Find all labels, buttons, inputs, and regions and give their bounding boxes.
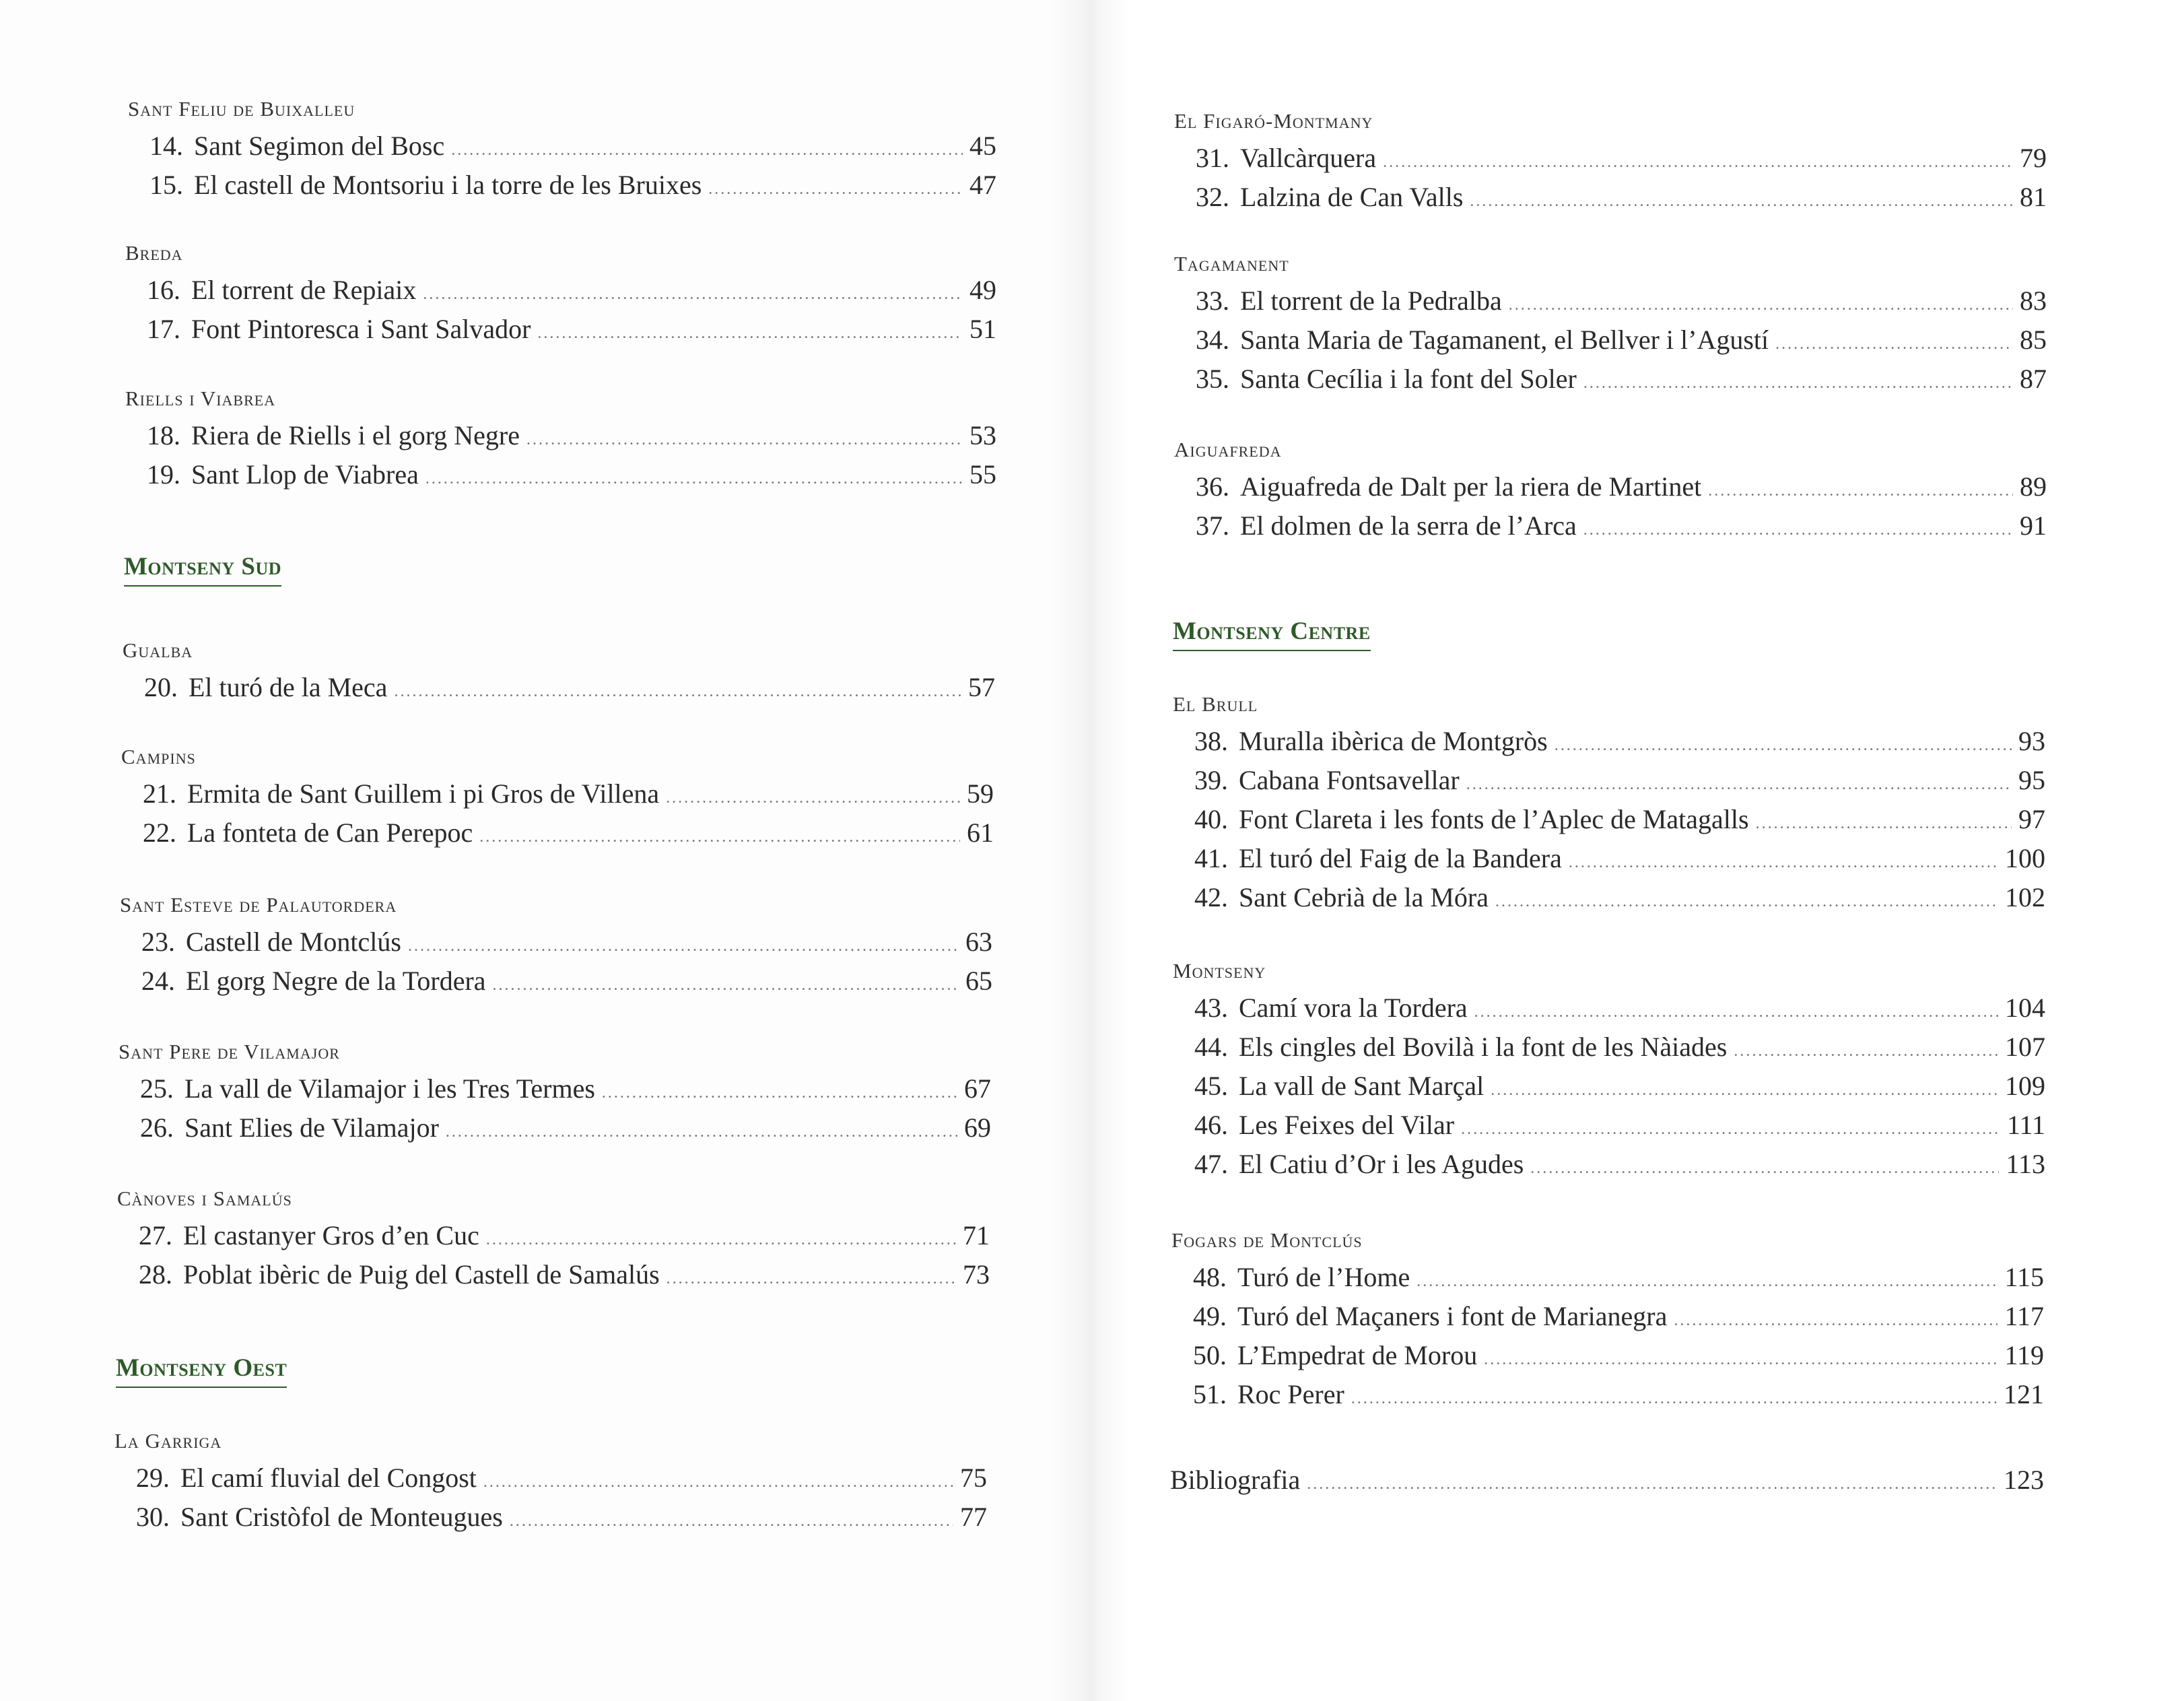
toc-entry[interactable] <box>1173 1067 2045 1106</box>
entry-title: Camí vora la Tordera <box>1239 993 1468 1023</box>
municipality-heading: Sant Esteve de Palautordera <box>120 893 397 916</box>
toc-entry[interactable] <box>120 923 992 962</box>
dot-leader <box>1491 1071 1998 1110</box>
entry-number: 36. <box>1196 471 1229 502</box>
entry-title: Turó del Maçaners i font de Marianegra <box>1237 1301 1668 1331</box>
dot-leader <box>1461 1110 2000 1149</box>
entry-number: 30. <box>136 1502 170 1532</box>
toc-entry[interactable] <box>114 1498 987 1537</box>
section-el-brull <box>1173 687 2045 917</box>
toc-entry[interactable] <box>1171 1297 2044 1336</box>
entry-number: 45. <box>1194 1071 1228 1101</box>
entry-title: El camí fluvial del Congost <box>180 1463 477 1493</box>
region-heading: Montseny Oest <box>116 1354 287 1388</box>
dot-leader <box>1307 1464 1997 1504</box>
entry-number: 28. <box>139 1259 172 1290</box>
entry-title: La vall de Vilamajor i les Tres Termes <box>184 1073 595 1104</box>
entry-page: 47 <box>969 170 996 200</box>
bibliography-page: 123 <box>2004 1465 2044 1495</box>
dot-leader <box>1484 1340 1998 1379</box>
toc-entry[interactable] <box>1173 722 2045 761</box>
entry-title: Muralla ibèrica de Montgròs <box>1239 726 1548 756</box>
entry-title: El gorg Negre de la Tordera <box>186 966 486 996</box>
entry-page: 95 <box>2018 765 2045 795</box>
dot-leader <box>493 966 959 1005</box>
toc-entry[interactable] <box>118 1069 991 1108</box>
municipality-heading: El Brull <box>1173 692 1258 716</box>
entry-page: 93 <box>2018 726 2045 756</box>
entry-number: 33. <box>1196 286 1229 316</box>
entry-page: 91 <box>2020 510 2047 541</box>
dot-leader <box>1509 286 2013 325</box>
entry-title: Ermita de Sant Guillem i pi Gros de Villena <box>187 778 660 809</box>
entry-number: 15. <box>149 170 183 200</box>
entry-number: 27. <box>139 1220 172 1250</box>
toc-entry[interactable] <box>1174 321 2047 360</box>
entry-number: 48. <box>1193 1262 1227 1292</box>
toc-entry[interactable] <box>1174 139 2047 178</box>
entry-page: 71 <box>963 1220 990 1250</box>
entry-title: El torrent de Repiaix <box>191 275 417 305</box>
municipality-heading: Fogars de Montclús <box>1171 1228 1363 1252</box>
entry-title: Sant Llop de Viabrea <box>191 459 419 490</box>
entry-number: 34. <box>1196 325 1229 355</box>
dot-leader <box>394 672 961 711</box>
bibliography-label: Bibliografia <box>1170 1465 1301 1495</box>
entry-number: 31. <box>1196 143 1229 173</box>
toc-entry[interactable] <box>1173 761 2045 800</box>
dot-leader <box>1674 1301 1998 1340</box>
entry-number: 26. <box>140 1112 174 1143</box>
entry-title: El dolmen de la serra de l’Arca <box>1240 510 1577 541</box>
entry-page: 121 <box>2004 1379 2044 1409</box>
entry-title: Lalzina de Can Valls <box>1240 182 1464 212</box>
entry-title: Aiguafreda de Dalt per la riera de Martinet <box>1240 471 1702 502</box>
toc-entry[interactable] <box>1174 467 2047 506</box>
municipality-heading: Campins <box>121 745 196 768</box>
entry-page: 111 <box>2006 1110 2045 1140</box>
entry-page: 45 <box>969 131 996 161</box>
entry-title: El Catiu d’Or i les Agudes <box>1239 1149 1524 1179</box>
entry-title: Les Feixes del Vilar <box>1239 1110 1455 1140</box>
entry-title: El turó del Faig de la Bandera <box>1239 843 1562 873</box>
toc-entry[interactable] <box>117 1255 990 1294</box>
entry-title: Turó de l’Home <box>1237 1262 1410 1292</box>
toc-entry[interactable] <box>117 1216 990 1255</box>
section-gualba <box>123 633 995 707</box>
entry-number: 44. <box>1194 1032 1228 1062</box>
toc-entry[interactable] <box>1173 1028 2045 1067</box>
entry-title: L’Empedrat de Morou <box>1237 1340 1478 1370</box>
dot-leader <box>1383 143 2013 182</box>
toc-entry[interactable] <box>1174 506 2047 545</box>
dot-leader <box>526 420 963 459</box>
entry-page: 73 <box>963 1259 990 1290</box>
entry-title: Roc Perer <box>1237 1379 1344 1409</box>
dot-leader <box>537 314 963 353</box>
region-heading: Montseny Sud <box>124 552 281 587</box>
dot-leader <box>667 1259 956 1298</box>
toc-entry[interactable] <box>114 1459 987 1498</box>
entry-title: Santa Cecília i la font del Soler <box>1240 364 1577 394</box>
section-el-figaro-montmany <box>1174 104 2047 217</box>
entry-title: Vallcàrquera <box>1240 143 1377 173</box>
toc-entry[interactable] <box>125 271 996 310</box>
section-tagamanent <box>1174 246 2047 399</box>
municipality-heading: Riells i Viabrea <box>125 387 276 410</box>
municipality-heading: El Figaró-Montmany <box>1174 109 1373 133</box>
dot-leader <box>408 927 959 966</box>
entry-number: 42. <box>1194 882 1228 912</box>
dot-leader <box>446 1112 957 1152</box>
toc-entry[interactable] <box>128 127 996 166</box>
toc-entry[interactable] <box>128 166 996 205</box>
toc-entry[interactable] <box>1171 1258 2044 1297</box>
entry-page: 53 <box>969 420 996 451</box>
section-sant-pere-de-vilamajor <box>118 1034 991 1147</box>
section-aiguafreda <box>1174 432 2047 545</box>
entry-page: 113 <box>2006 1149 2045 1179</box>
entry-title: Font Pintoresca i Sant Salvador <box>191 314 531 344</box>
dot-leader <box>1583 510 2013 549</box>
entry-page: 49 <box>969 275 996 305</box>
entry-page: 57 <box>968 672 995 702</box>
entry-number: 32. <box>1196 182 1229 212</box>
dot-leader <box>1530 1149 1999 1188</box>
dot-leader <box>1583 364 2013 403</box>
entry-number: 16. <box>147 275 180 305</box>
toc-entry[interactable] <box>120 962 992 1001</box>
entry-page: 59 <box>967 778 994 809</box>
region-montseny-sud <box>124 552 281 587</box>
dot-leader <box>1555 726 2012 765</box>
toc-entry[interactable] <box>1173 1106 2045 1145</box>
section-fogars-de-montclus <box>1171 1223 2044 1414</box>
entry-number: 35. <box>1196 364 1229 394</box>
toc-entry[interactable] <box>1173 989 2045 1028</box>
entry-page: 81 <box>2020 182 2047 212</box>
entry-number: 24. <box>141 966 175 996</box>
toc-entry[interactable] <box>125 455 996 494</box>
entry-title: El torrent de la Pedralba <box>1240 286 1502 316</box>
municipality-heading: Gualba <box>123 638 193 662</box>
bibliography-entry[interactable] <box>1170 1460 2044 1500</box>
entry-page: 85 <box>2020 325 2047 355</box>
entry-page: 67 <box>964 1073 991 1104</box>
toc-entry[interactable] <box>123 668 995 707</box>
entry-number: 39. <box>1194 765 1228 795</box>
municipality-heading: Sant Pere de Vilamajor <box>118 1040 340 1063</box>
section-campins <box>121 739 994 853</box>
dot-leader <box>1417 1262 1998 1301</box>
entry-title: La vall de Sant Marçal <box>1239 1071 1485 1101</box>
entry-number: 20. <box>144 672 178 702</box>
dot-leader <box>1474 993 1998 1032</box>
toc-entry[interactable] <box>1173 800 2045 839</box>
entry-page: 63 <box>965 927 992 957</box>
dot-leader <box>1775 325 2013 364</box>
entry-title: El castell de Montsoriu i la torre de les Bruixes <box>194 170 702 200</box>
entry-title: Sant Cristòfol de Monteugues <box>180 1502 503 1532</box>
entry-page: 109 <box>2005 1071 2045 1101</box>
entry-page: 97 <box>2018 804 2045 834</box>
toc-entry[interactable] <box>121 813 994 853</box>
entry-number: 47. <box>1194 1149 1228 1179</box>
dot-leader <box>1569 843 1998 882</box>
entry-number: 18. <box>147 420 180 451</box>
entry-number: 23. <box>141 927 175 957</box>
entry-title: Sant Elies de Vilamajor <box>184 1112 439 1143</box>
entry-title: El castanyer Gros d’en Cuc <box>183 1220 479 1250</box>
entry-title: Cabana Fontsavellar <box>1239 765 1460 795</box>
entry-number: 49. <box>1193 1301 1227 1331</box>
municipality-heading: Aiguafreda <box>1174 438 1282 461</box>
section-breda <box>125 236 996 349</box>
region-heading: Montseny Centre <box>1173 617 1371 651</box>
entry-title: Castell de Montclús <box>186 927 401 957</box>
dot-leader <box>1351 1379 1997 1418</box>
entry-number: 51. <box>1193 1379 1227 1409</box>
dot-leader <box>425 459 963 498</box>
municipality-heading: Sant Feliu de Buixalleu <box>128 97 355 121</box>
entry-title: Sant Segimon del Bosc <box>194 131 445 161</box>
municipality-heading: Breda <box>125 241 183 265</box>
entry-number: 17. <box>147 314 180 344</box>
municipality-heading: La Garriga <box>114 1429 222 1453</box>
entry-title: El turó de la Meca <box>189 672 388 702</box>
dot-leader <box>1734 1032 1998 1071</box>
toc-entry[interactable] <box>1174 281 2047 321</box>
section-montseny <box>1173 954 2045 1184</box>
entry-title: Els cingles del Bovilà i la font de les Nàiades <box>1239 1032 1728 1062</box>
entry-page: 77 <box>960 1502 987 1532</box>
entry-number: 21. <box>143 778 176 809</box>
municipality-heading: Cànoves i Samalús <box>117 1187 292 1210</box>
dot-leader <box>423 275 963 314</box>
entry-title: Riera de Riells i el gorg Negre <box>191 420 520 451</box>
entry-page: 107 <box>2005 1032 2045 1062</box>
entry-page: 87 <box>2020 364 2047 394</box>
entry-title: Font Clareta i les fonts de l’Aplec de Matagalls <box>1239 804 1749 834</box>
entry-number: 50. <box>1193 1340 1227 1370</box>
dot-leader <box>1466 765 2012 804</box>
dot-leader <box>1495 882 1998 921</box>
entry-page: 75 <box>960 1463 987 1493</box>
entry-number: 22. <box>143 818 176 848</box>
entry-number: 29. <box>136 1463 170 1493</box>
entry-page: 102 <box>2005 882 2045 912</box>
entry-page: 117 <box>2004 1301 2044 1331</box>
dot-leader <box>486 1220 956 1259</box>
region-montseny-centre <box>1173 617 1371 651</box>
dot-leader <box>1708 471 2013 510</box>
entry-title: La fonteta de Can Perepoc <box>187 818 473 848</box>
dot-leader <box>451 131 963 170</box>
entry-page: 79 <box>2020 143 2047 173</box>
section-sant-feliu-de-buixalleu <box>128 92 996 205</box>
toc-entry[interactable] <box>1173 878 2045 917</box>
toc-entry[interactable] <box>121 774 994 813</box>
section-riells-i-viabrea <box>125 381 996 494</box>
dot-leader <box>1756 804 2012 843</box>
book-gutter <box>1050 0 1131 1701</box>
entry-number: 40. <box>1194 804 1228 834</box>
dot-leader <box>479 818 960 857</box>
toc-entry[interactable] <box>1171 1375 2044 1414</box>
toc-entry[interactable] <box>1173 1145 2045 1184</box>
entry-page: 119 <box>2004 1340 2044 1370</box>
entry-page: 115 <box>2004 1262 2044 1292</box>
toc-entry[interactable] <box>1174 178 2047 217</box>
entry-title: Poblat ibèric de Puig del Castell de Samalús <box>183 1259 660 1290</box>
toc-entry[interactable] <box>1174 360 2047 399</box>
dot-leader <box>1470 182 2013 221</box>
entry-page: 89 <box>2020 471 2047 502</box>
entry-page: 65 <box>965 966 992 996</box>
entry-number: 38. <box>1194 726 1228 756</box>
dot-leader <box>510 1502 953 1541</box>
entry-title: Sant Cebrià de la Móra <box>1239 882 1489 912</box>
entry-page: 100 <box>2005 843 2045 873</box>
section-la-garriga <box>114 1424 987 1537</box>
region-montseny-oest <box>116 1354 287 1388</box>
entry-number: 14. <box>149 131 183 161</box>
entry-page: 104 <box>2005 993 2045 1023</box>
toc-entry[interactable] <box>125 416 996 455</box>
toc-entry[interactable] <box>118 1108 991 1147</box>
dot-leader <box>708 170 963 209</box>
entry-number: 19. <box>147 459 180 490</box>
entry-page: 61 <box>967 818 994 848</box>
entry-page: 83 <box>2020 286 2047 316</box>
entry-number: 37. <box>1196 510 1229 541</box>
entry-page: 69 <box>964 1112 991 1143</box>
entry-number: 25. <box>140 1073 174 1104</box>
entry-number: 41. <box>1194 843 1228 873</box>
entry-number: 46. <box>1194 1110 1228 1140</box>
entry-page: 51 <box>969 314 996 344</box>
municipality-heading: Montseny <box>1173 959 1266 982</box>
toc-entry[interactable] <box>1173 839 2045 878</box>
entry-title: Santa Maria de Tagamanent, el Bellver i l’Agustí <box>1240 325 1769 355</box>
municipality-heading: Tagamanent <box>1174 252 1289 275</box>
dot-leader <box>483 1463 953 1502</box>
toc-entry[interactable] <box>1171 1336 2044 1375</box>
section-canoves-i-samalus <box>117 1181 990 1294</box>
entry-number: 43. <box>1194 993 1228 1023</box>
section-sant-esteve-de-palautordera <box>120 888 992 1001</box>
entry-page: 55 <box>969 459 996 490</box>
toc-entry[interactable] <box>125 310 996 349</box>
dot-leader <box>666 778 960 818</box>
dot-leader <box>602 1073 957 1112</box>
